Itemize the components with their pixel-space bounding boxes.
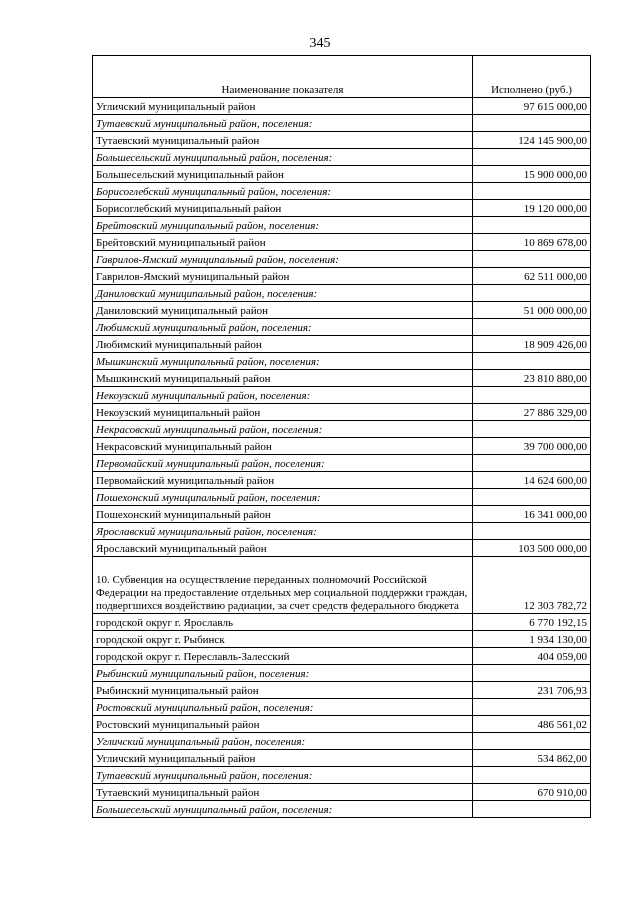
- district-row: [93, 98, 591, 115]
- row-amount: [473, 421, 591, 438]
- settlements-subheader-row: [93, 665, 591, 682]
- district-row: [93, 750, 591, 767]
- row-amount: 6 770 192,15: [473, 614, 591, 631]
- header-name: Наименование показателя: [93, 56, 473, 98]
- settlements-subheader-row: [93, 699, 591, 716]
- row-amount: 15 900 000,00: [473, 166, 591, 183]
- row-amount: 103 500 000,00: [473, 540, 591, 557]
- row-name: Пошехонский муниципальный район, поселения:: [93, 489, 473, 506]
- row-amount: [473, 149, 591, 166]
- district-row: [93, 682, 591, 699]
- district-row: [93, 784, 591, 801]
- row-amount: 27 886 329,00: [473, 404, 591, 421]
- district-row: [93, 540, 591, 557]
- row-amount: 16 341 000,00: [473, 506, 591, 523]
- row-name: Мышкинский муниципальный район: [93, 370, 473, 387]
- row-amount: 404 059,00: [473, 648, 591, 665]
- row-name: Некоузский муниципальный район, поселения:: [93, 387, 473, 404]
- district-row: [93, 472, 591, 489]
- row-amount: 124 145 900,00: [473, 132, 591, 149]
- row-amount: [473, 183, 591, 200]
- row-name: Брейтовский муниципальный район, поселения:: [93, 217, 473, 234]
- table-section: [93, 557, 591, 614]
- row-name: Некоузский муниципальный район: [93, 404, 473, 421]
- settlements-subheader-row: [93, 489, 591, 506]
- row-name: Тутаевский муниципальный район, поселения:: [93, 115, 473, 132]
- district-row: [93, 716, 591, 733]
- district-row: [93, 132, 591, 149]
- settlements-subheader-row: [93, 319, 591, 336]
- header-amount: Исполнено (руб.): [473, 56, 591, 98]
- settlements-subheader-row: [93, 767, 591, 784]
- row-name: Даниловский муниципальный район: [93, 302, 473, 319]
- row-amount: [473, 217, 591, 234]
- row-name: Борисоглебский муниципальный район: [93, 200, 473, 217]
- district-row: [93, 234, 591, 251]
- settlements-subheader-row: [93, 115, 591, 132]
- row-name: Гаврилов-Ямский муниципальный район: [93, 268, 473, 285]
- row-name: Мышкинский муниципальный район, поселения:: [93, 353, 473, 370]
- district-row: [93, 614, 591, 631]
- row-amount: [473, 387, 591, 404]
- row-amount: 10 869 678,00: [473, 234, 591, 251]
- row-name: Гаврилов-Ямский муниципальный район, поселения:: [93, 251, 473, 268]
- settlements-subheader-row: [93, 183, 591, 200]
- row-name: Угличский муниципальный район, поселения:: [93, 733, 473, 750]
- row-name: Ростовский муниципальный район, поселения:: [93, 699, 473, 716]
- settlements-subheader-row: [93, 455, 591, 472]
- row-amount: 19 120 000,00: [473, 200, 591, 217]
- row-name: Ярославский муниципальный район: [93, 540, 473, 557]
- district-row: [93, 506, 591, 523]
- settlements-subheader-row: [93, 801, 591, 818]
- row-amount: 18 909 426,00: [473, 336, 591, 353]
- row-amount: [473, 767, 591, 784]
- section-amount: 12 303 782,72: [473, 557, 591, 614]
- section-title: 10. Субвенция на осуществление переданных полномочий Российской Федерации на предоставление отдельных мер социальной поддержки граждан, подвергшихся воздействию радиации, за счет средств федерального бюджета: [93, 557, 473, 614]
- row-name: Брейтовский муниципальный район: [93, 234, 473, 251]
- budget-table: [92, 55, 591, 818]
- row-name: городской округ г. Переславль-Залесский: [93, 648, 473, 665]
- row-name: Угличский муниципальный район: [93, 98, 473, 115]
- row-amount: [473, 319, 591, 336]
- row-amount: [473, 285, 591, 302]
- row-amount: 62 511 000,00: [473, 268, 591, 285]
- row-amount: [473, 801, 591, 818]
- row-name: Первомайский муниципальный район, поселения:: [93, 455, 473, 472]
- district-row: [93, 200, 591, 217]
- row-name: городской округ г. Ярославль: [93, 614, 473, 631]
- row-name: Пошехонский муниципальный район: [93, 506, 473, 523]
- row-amount: [473, 699, 591, 716]
- settlements-subheader-row: [93, 387, 591, 404]
- row-name: Большесельский муниципальный район, поселения:: [93, 149, 473, 166]
- row-amount: 1 934 130,00: [473, 631, 591, 648]
- row-name: Первомайский муниципальный район: [93, 472, 473, 489]
- settlements-subheader-row: [93, 149, 591, 166]
- district-row: [93, 648, 591, 665]
- row-name: Борисоглебский муниципальный район, поселения:: [93, 183, 473, 200]
- district-row: [93, 404, 591, 421]
- row-amount: 486 561,02: [473, 716, 591, 733]
- row-name: Большесельский муниципальный район: [93, 166, 473, 183]
- row-name: Угличский муниципальный район: [93, 750, 473, 767]
- row-amount: [473, 489, 591, 506]
- row-amount: [473, 523, 591, 540]
- row-amount: 534 862,00: [473, 750, 591, 767]
- row-amount: [473, 733, 591, 750]
- row-amount: 97 615 000,00: [473, 98, 591, 115]
- row-name: Некрасовский муниципальный район, поселения:: [93, 421, 473, 438]
- row-name: Любимский муниципальный район, поселения:: [93, 319, 473, 336]
- district-row: [93, 631, 591, 648]
- row-name: Ярославский муниципальный район, поселения:: [93, 523, 473, 540]
- row-amount: 23 810 880,00: [473, 370, 591, 387]
- row-name: Тутаевский муниципальный район: [93, 132, 473, 149]
- settlements-subheader-row: [93, 251, 591, 268]
- settlements-subheader-row: [93, 733, 591, 750]
- district-row: [93, 370, 591, 387]
- row-name: Рыбинский муниципальный район, поселения:: [93, 665, 473, 682]
- row-amount: 670 910,00: [473, 784, 591, 801]
- row-name: Большесельский муниципальный район, поселения:: [93, 801, 473, 818]
- table-body-part-1: [93, 98, 591, 557]
- row-amount: 39 700 000,00: [473, 438, 591, 455]
- district-row: [93, 336, 591, 353]
- district-row: [93, 438, 591, 455]
- district-row: [93, 166, 591, 183]
- row-amount: 231 706,93: [473, 682, 591, 699]
- settlements-subheader-row: [93, 217, 591, 234]
- settlements-subheader-row: [93, 285, 591, 302]
- row-amount: [473, 455, 591, 472]
- row-amount: [473, 251, 591, 268]
- row-amount: [473, 115, 591, 132]
- section-row: [93, 557, 591, 614]
- table-body-part-2: [93, 614, 591, 818]
- settlements-subheader-row: [93, 421, 591, 438]
- row-name: Рыбинский муниципальный район: [93, 682, 473, 699]
- district-row: [93, 302, 591, 319]
- row-name: городской округ г. Рыбинск: [93, 631, 473, 648]
- row-name: Тутаевский муниципальный район, поселения:: [93, 767, 473, 784]
- row-amount: [473, 665, 591, 682]
- row-amount: 14 624 600,00: [473, 472, 591, 489]
- row-amount: 51 000 000,00: [473, 302, 591, 319]
- district-row: [93, 268, 591, 285]
- row-name: Некрасовский муниципальный район: [93, 438, 473, 455]
- settlements-subheader-row: [93, 523, 591, 540]
- row-name: Ростовский муниципальный район: [93, 716, 473, 733]
- page-number: 345: [309, 36, 331, 51]
- row-name: Даниловский муниципальный район, поселения:: [93, 285, 473, 302]
- row-name: Любимский муниципальный район: [93, 336, 473, 353]
- settlements-subheader-row: [93, 353, 591, 370]
- row-name: Тутаевский муниципальный район: [93, 784, 473, 801]
- row-amount: [473, 353, 591, 370]
- table-header-row: [93, 56, 591, 98]
